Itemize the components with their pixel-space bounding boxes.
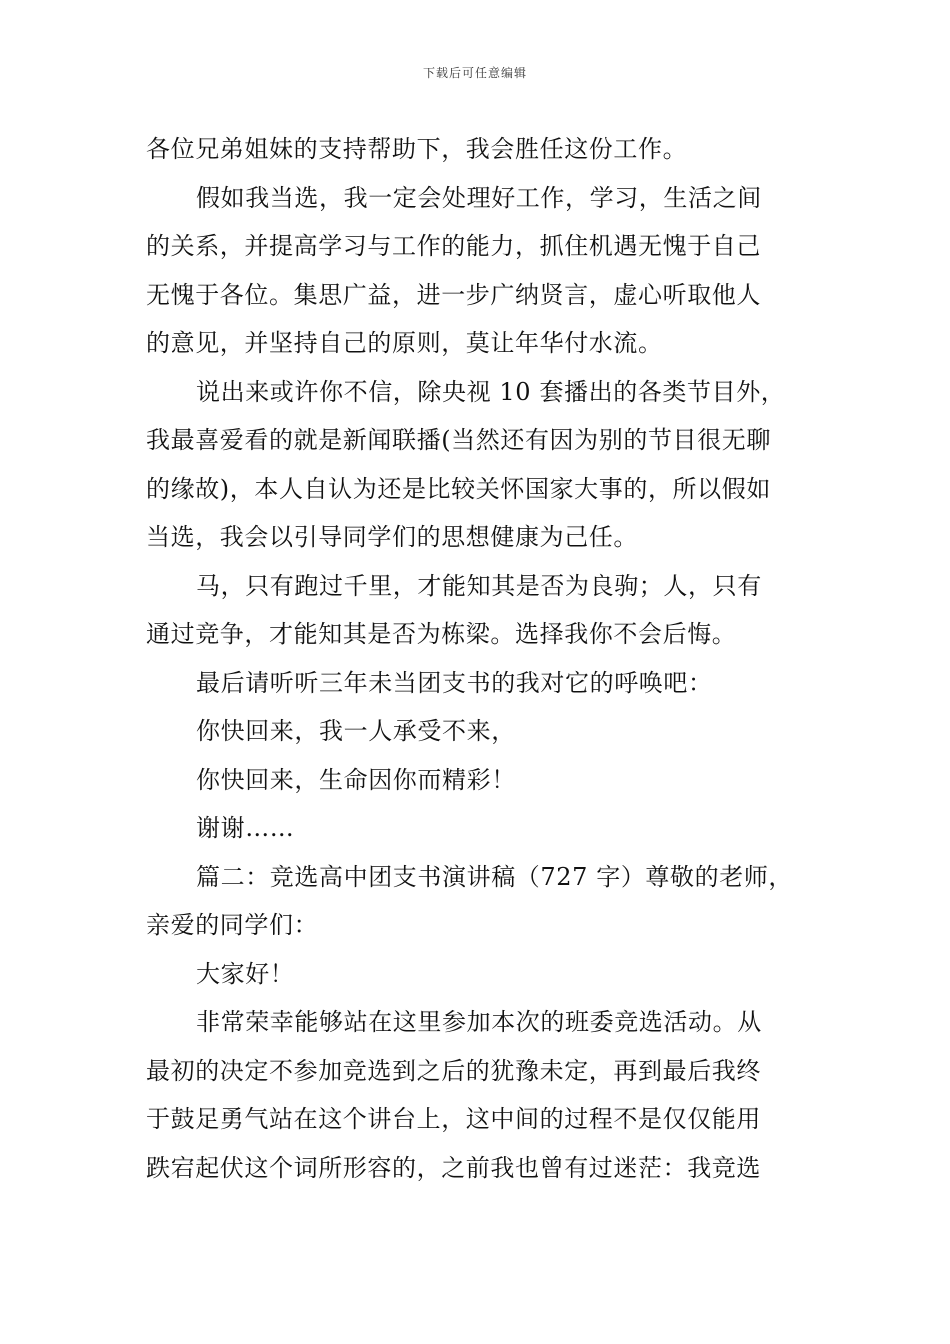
text-line: 当选，我会以引导同学们的思想健康为己任。 (146, 523, 638, 551)
text-line: 亲爱的同学们： (146, 911, 319, 939)
document-body (146, 125, 810, 1192)
text-line: 的意见，并坚持自己的原则，莫让年华付水流。 (146, 329, 663, 357)
text-line: 的关系，并提高学习与工作的能力，抓住机遇无愧于自己 (146, 232, 761, 260)
text-line: 最初的决定不参加竞选到之后的犹豫未定，再到最后我终 (146, 1056, 761, 1085)
text-line: 非常荣幸能够站在这里参加本次的班委竞选活动。从 (196, 1008, 762, 1036)
text-line: 大家好！ (196, 959, 295, 988)
text-line: 说出来或许你不信，除央视 10 套播出的各类节目外， (196, 377, 786, 406)
text-line: 假如我当选，我一定会处理好工作，学习，生活之间 (196, 183, 762, 212)
text-line: 无愧于各位。集思广益，进一步广纳贤言，虚心听取他人 (146, 280, 761, 309)
text-line: 各位兄弟姐妹的支持帮助下，我会胜任这份工作。 (146, 135, 688, 163)
text-line: 马，只有跑过千里，才能知其是否为良驹；人，只有 (196, 571, 762, 600)
text-line: 最后请听听三年未当团支书的我对它的呼唤吧： (196, 668, 713, 697)
page-header-note: 下载后可任意编辑 (422, 66, 527, 80)
text-line: 你快回来，我一人承受不来， (196, 717, 516, 745)
text-line: 的缘故)，本人自认为还是比较关怀国家大事的，所以假如 (146, 474, 771, 503)
text-line: 我最喜爱看的就是新闻联播(当然还有因为别的节目很无聊 (146, 426, 771, 454)
text-line: 篇二：竞选高中团支书演讲稿（727 字）尊敬的老师， (196, 862, 794, 891)
text-line: 通过竞争，才能知其是否为栋梁。选择我你不会后悔。 (146, 620, 737, 648)
text-line: 于鼓足勇气站在这个讲台上，这中间的过程不是仅仅能用 (146, 1105, 761, 1133)
text-line: 你快回来，生命因你而精彩！ (196, 765, 516, 794)
text-line: 谢谢…… (196, 814, 295, 842)
text-line: 跌宕起伏这个词所形容的，之前我也曾有过迷茫：我竞选 (146, 1153, 761, 1182)
